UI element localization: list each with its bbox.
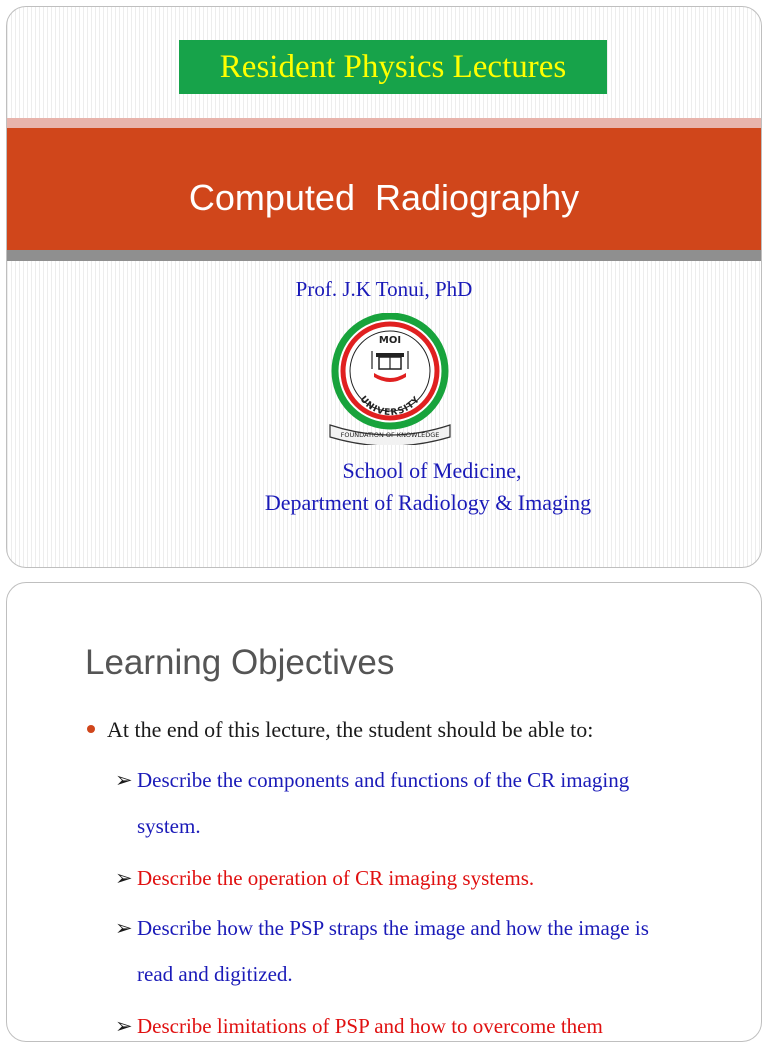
objective-text: Describe how the PSP straps the image and how the image is <box>137 916 649 940</box>
school-name: School of Medicine, <box>342 458 522 483</box>
header-banner <box>179 40 607 94</box>
objective-text: Describe the operation of CR imaging systems. <box>137 866 535 890</box>
department-name: Department of Radiology & Imaging <box>264 490 592 515</box>
logo-top-text: MOI <box>378 335 402 346</box>
logo-banner-text: FOUNDATION OF KNOWLEDGE <box>340 431 440 439</box>
objective-item <box>115 905 649 997</box>
objective-item <box>115 757 629 849</box>
intro-text: At the end of this lecture, the student should be able to: <box>107 717 594 742</box>
objective-text: Describe limitations of PSP and how to overcome them <box>137 1014 603 1038</box>
arrow-bullet-icon: ➢ <box>115 866 133 890</box>
bullet-dot-icon <box>87 725 95 733</box>
arrow-bullet-icon: ➢ <box>115 768 133 792</box>
slide-title: Computed Radiography <box>188 177 580 218</box>
gray-divider <box>7 250 761 261</box>
arrow-bullet-icon: ➢ <box>115 1014 133 1038</box>
school-info <box>7 455 761 519</box>
arrow-bullet-icon: ➢ <box>115 916 133 940</box>
logo-ring-text: UNIVERSITY <box>357 394 423 419</box>
header-text: Resident Physics Lectures <box>219 49 567 85</box>
objective-item <box>115 855 534 901</box>
objective-item <box>115 1003 603 1042</box>
objectives-slide <box>6 582 762 1042</box>
intro-bullet <box>87 717 593 743</box>
objective-text: Describe the components and functions of the CR imaging <box>137 768 630 792</box>
pink-divider <box>7 118 761 128</box>
title-slide <box>6 6 762 568</box>
objective-text-cont: read and digitized. <box>137 962 293 986</box>
title-band <box>7 128 761 250</box>
objective-text-cont: system. <box>137 814 201 838</box>
university-logo <box>324 313 456 445</box>
objectives-title: Learning Objectives <box>85 643 395 682</box>
author-name: Prof. J.K Tonui, PhD <box>295 277 473 301</box>
